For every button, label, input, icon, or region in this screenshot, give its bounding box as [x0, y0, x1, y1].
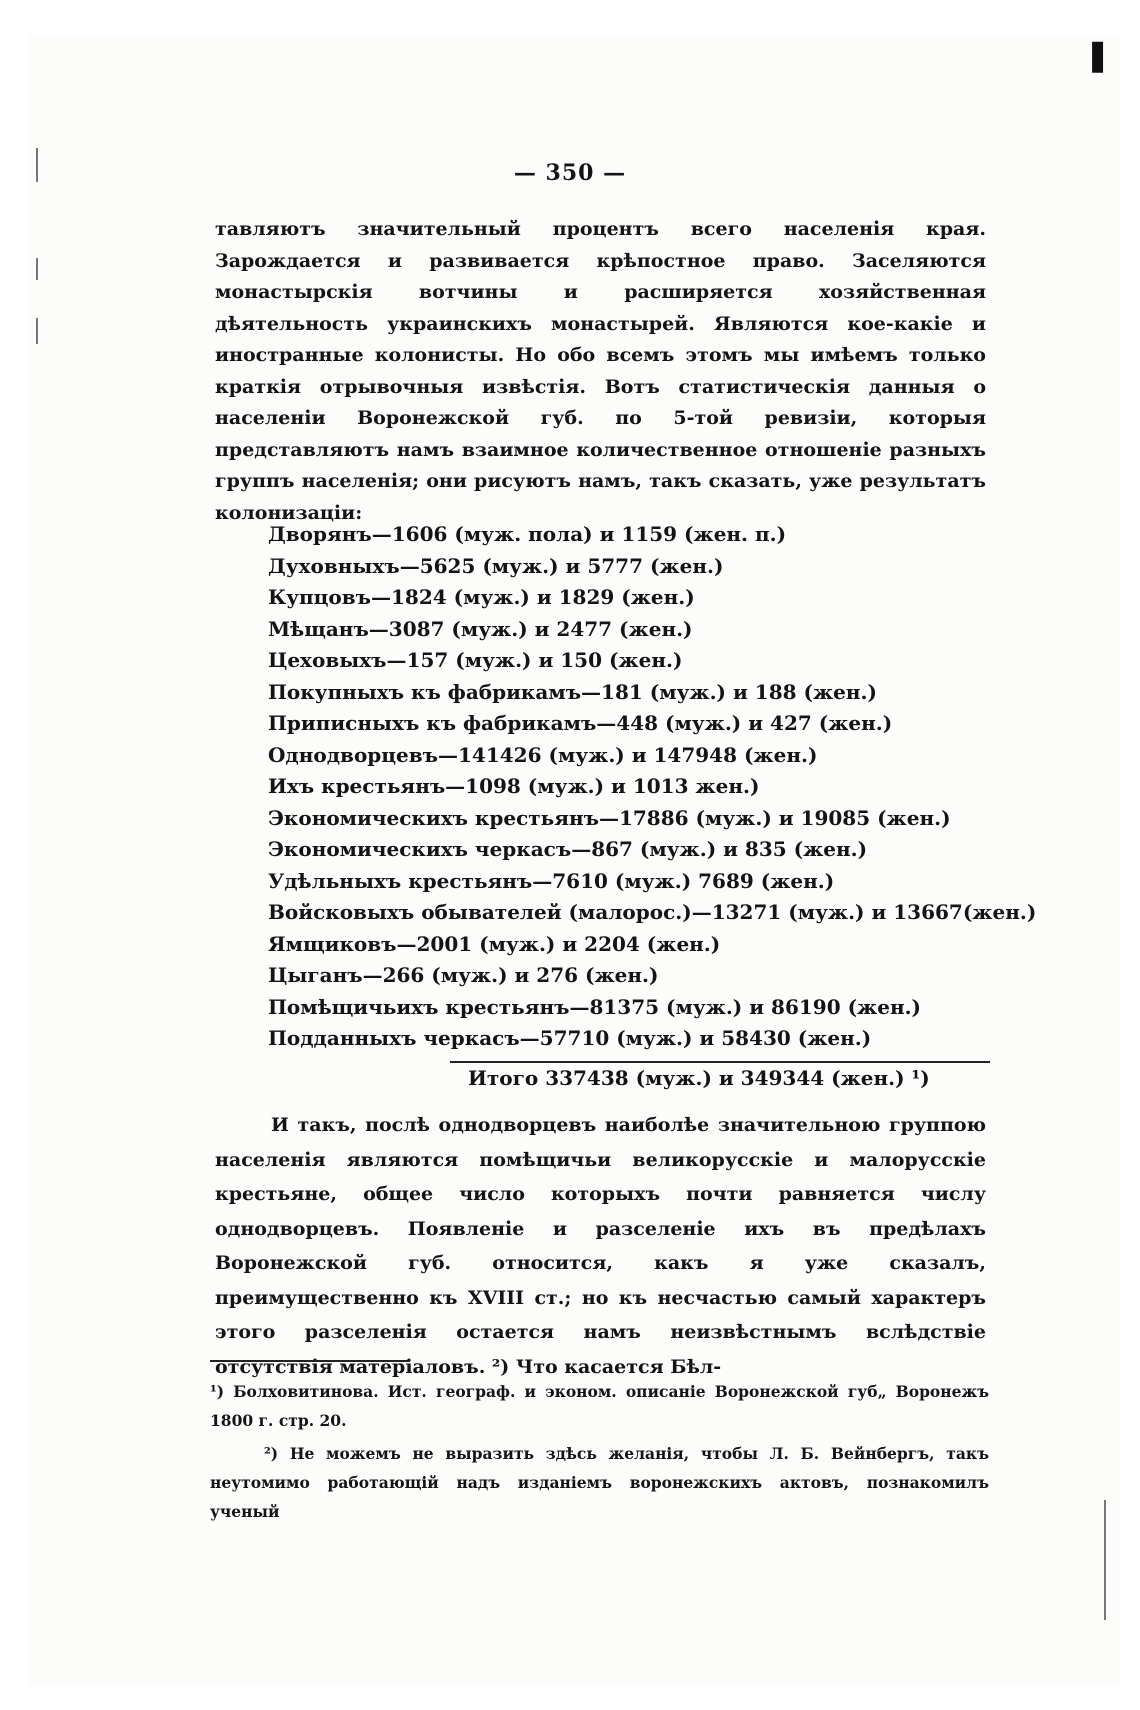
census-entry-townspeople: Мѣщанъ—3087 (муж.) и 2477 (жен.)	[268, 616, 693, 641]
census-entry-odnodvortsy: Однодворцевъ—141426 (муж.) и 147948 (жен.)	[268, 742, 818, 767]
total-rule	[450, 1061, 990, 1063]
margin-mark	[36, 318, 38, 344]
margin-mark	[1104, 1500, 1106, 1620]
census-entry-guild: Цеховыхъ—157 (муж.) и 150 (жен.)	[268, 648, 683, 672]
census-entry-gypsies: Цыганъ—266 (муж.) и 276 (жен.)	[268, 963, 659, 987]
census-entry-assigned-factory: Приписныхъ къ фабрикамъ—448 (муж.) и 427 (жен.)	[268, 711, 893, 735]
census-entry-their-peasants: Ихъ крестьянъ—1098 (муж.) и 1013 жен.)	[268, 774, 760, 798]
census-entry-appanage-peasants: Удѣльныхъ крестьянъ—7610 (муж.) 7689 (жен.)	[268, 868, 835, 893]
census-entry-merchants: Купцовъ—1824 (муж.) и 1829 (жен.)	[268, 585, 695, 609]
page-number: — 350 —	[513, 160, 627, 186]
census-entry-economic-cherkasy: Экономическихъ черкасъ—867 (муж.) и 835 (жен.)	[268, 837, 868, 861]
census-entry-bought-factory: Покупныхъ къ фабрикамъ—181 (муж.) и 188 (жен.)	[268, 679, 877, 704]
body-paragraph-1: тавляютъ значительный процентъ всего населенія края. Зарождается и развивается крѣпостное право. Заселяются монастырскія вотчины и расширяется хозяйственная дѣятельность украинскихъ монастырей. Являются кое-какіе и иностранные колонисты. Но обо всемъ этомъ мы имѣемъ только краткія отрывочныя извѣстія. Вотъ статистическія данныя о населеніи Воронежской губ. по 5-той ревизіи, которыя представляютъ намъ взаимное количественное отношеніе разныхъ группъ населенія; они рисуютъ намъ, такъ сказать, уже результатъ колонизаціи:	[215, 218, 986, 524]
footnote-2: ²) Не можемъ не выразить здѣсь желанія, чтобы Л. Б. Вейнбергъ, такъ неутомимо работающій надъ изданіемъ воронежскихъ актовъ, познакомилъ ученый	[210, 1444, 989, 1521]
census-entry-subject-cherkasy: Подданныхъ черкасъ—57710 (муж.) и 58430 (жен.)	[268, 1026, 872, 1050]
census-entry-coachmen: Ямщиковъ—2001 (муж.) и 2204 (жен.)	[268, 931, 721, 956]
footnote-1: ¹) Болховитинова. Ист. географ. и эконом. описаніе Воронежской губ„ Воронежъ 1800 г. стр. 20.	[210, 1382, 989, 1430]
census-entry-landlord-peasants: Помѣщичьихъ крестьянъ—81375 (муж.) и 86190 (жен.)	[268, 994, 922, 1019]
census-total: Итого 337438 (муж.) и 349344 (жен.) ¹)	[468, 1066, 930, 1090]
body-paragraph-2: И такъ, послѣ однодворцевъ наиболѣе значительною группою населенія являются помѣщичьи великорусскіе и малорусскіе крестьяне, общее число которыхъ почти равняется числу однодворцевъ. Появленіе и разселеніе ихъ въ предѣлахъ Воронежской губ. относится, какъ я уже сказалъ, преимущественно къ XVIII ст.; но къ несчастью самый характеръ этого разселенія остается намъ неизвѣстнымъ вслѣдствіе отсутствія матеріаловъ. ²) Что касается Бѣл-	[215, 1114, 986, 1378]
census-entry-nobles: Дворянъ—1606 (муж. пола) и 1159 (жен. п.)	[268, 522, 787, 546]
footnote-rule	[210, 1360, 410, 1362]
census-entry-clergy: Духовныхъ—5625 (муж.) и 5777 (жен.)	[268, 553, 724, 578]
census-entry-economic-peasants: Экономическихъ крестьянъ—17886 (муж.) и 19085 (жен.)	[268, 805, 951, 830]
census-entry-military-inhabitants: Войсковыхъ обывателей (малорос.)—13271 (муж.) и 13667(жен.)	[268, 900, 1037, 924]
footnotes	[210, 1377, 989, 1526]
corner-mark: ❚	[1085, 38, 1111, 73]
margin-mark	[36, 258, 38, 280]
census-list	[268, 519, 1037, 1055]
